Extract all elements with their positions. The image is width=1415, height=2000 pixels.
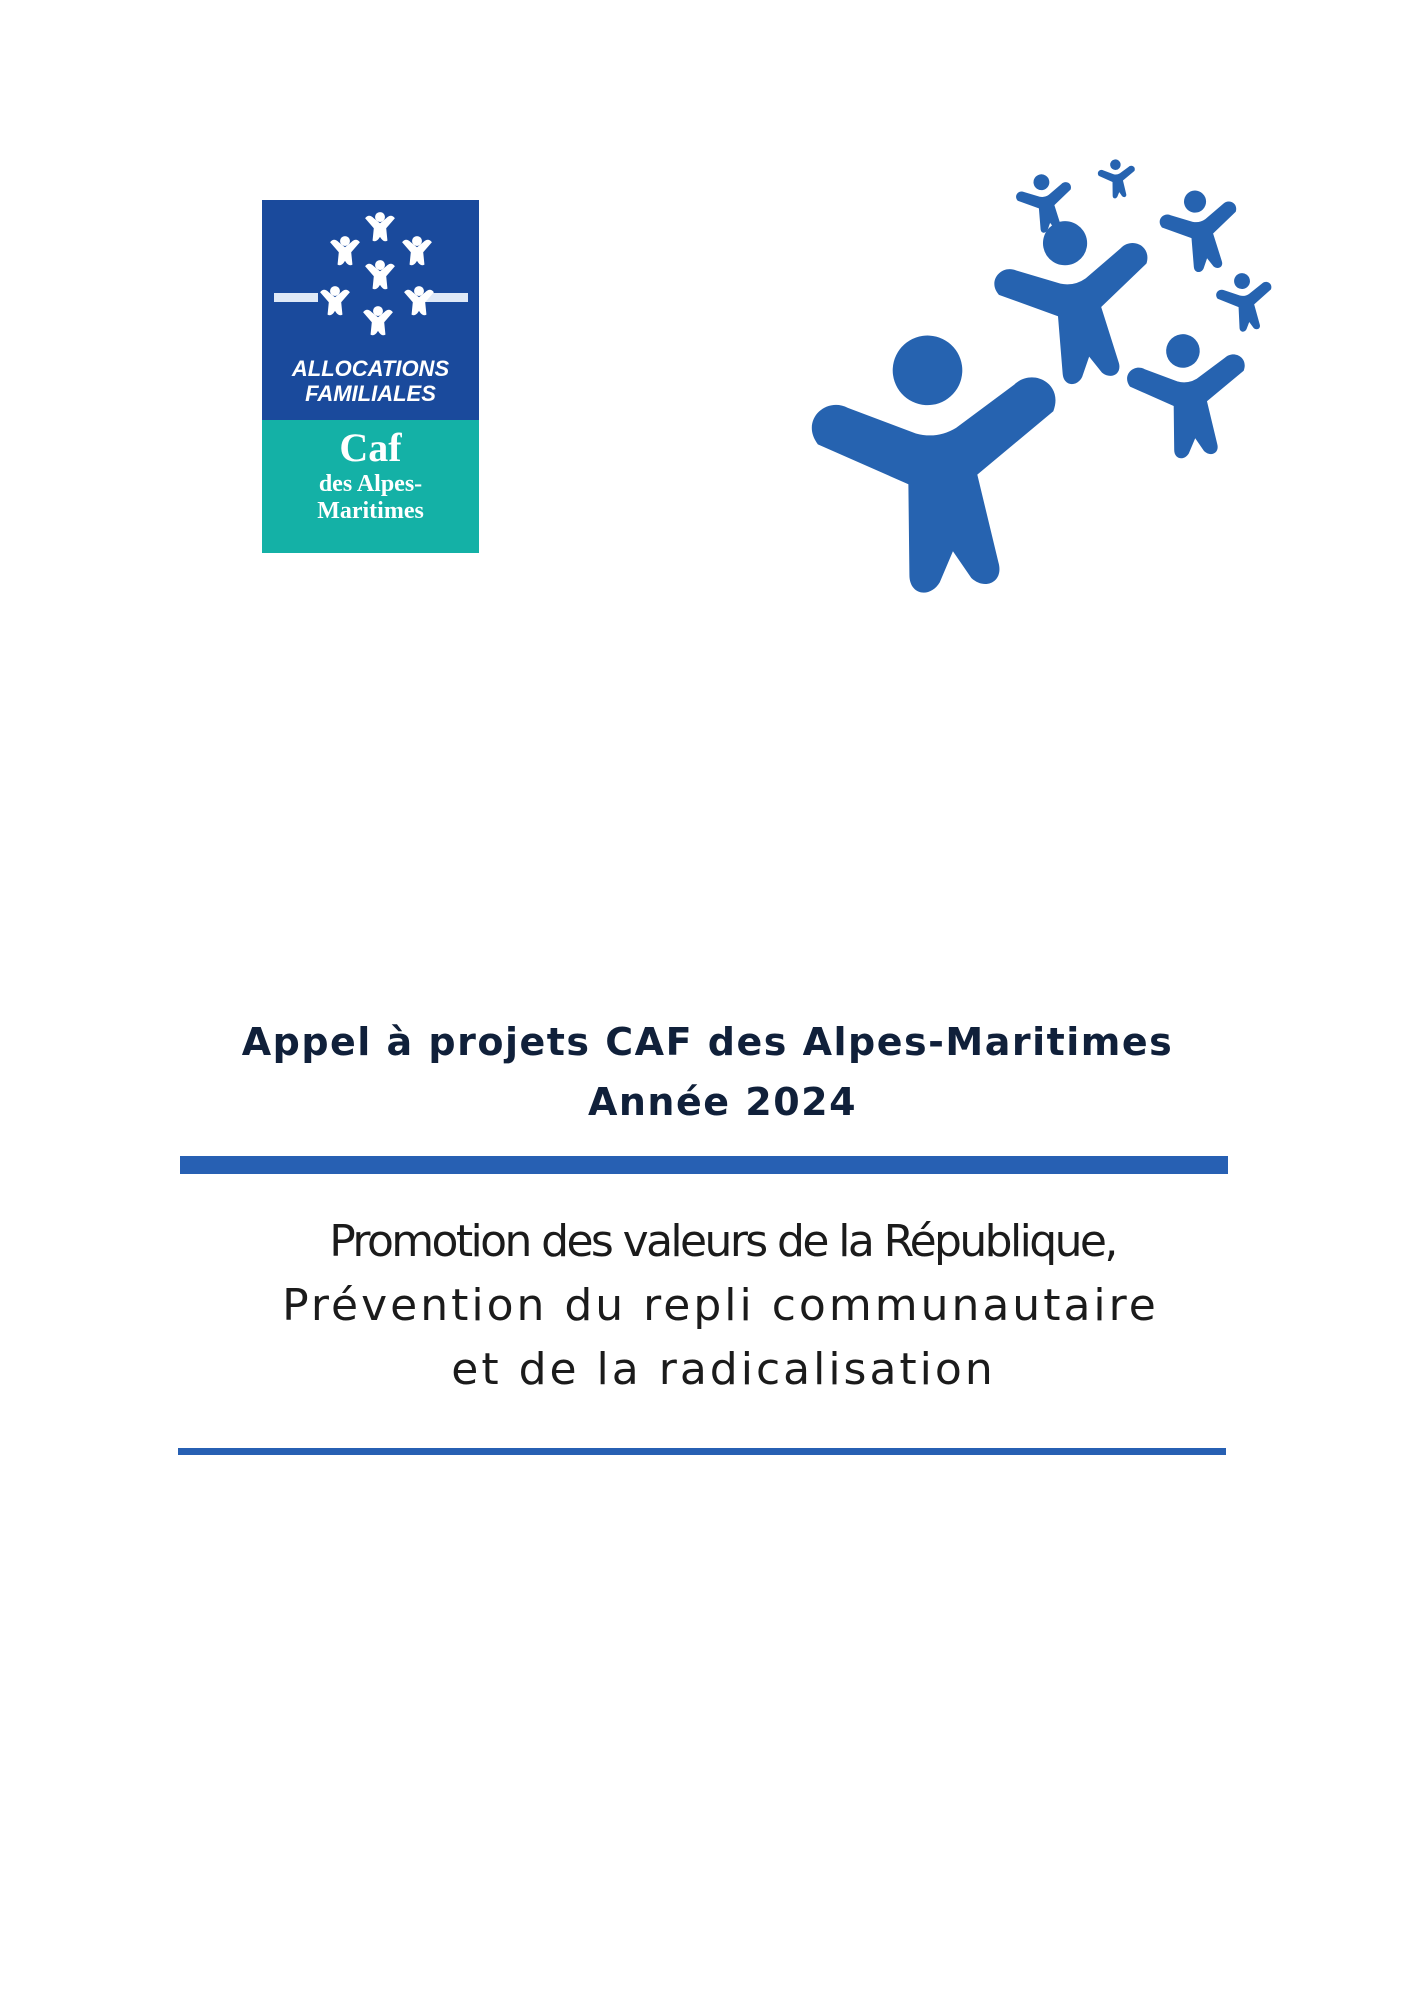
logo-text-allocations: ALLOCATIONS <box>291 356 450 381</box>
top-rule <box>180 1156 1228 1174</box>
title-line-1: Appel à projets CAF des Alpes-Maritimes <box>241 1020 1174 1064</box>
logo-text-dept-line1: des Alpes- <box>318 471 423 497</box>
caf-logo <box>262 200 479 553</box>
subtitle-line-2: Prévention du repli communautaire <box>282 1280 1159 1331</box>
logo-text-familiales: FAMILIALES <box>305 381 436 406</box>
logo-text-caf: Caf <box>339 425 402 470</box>
logo-text-dept-line2: Maritimes <box>317 498 424 524</box>
document-title <box>0 1012 1415 1132</box>
subtitle-line-3: et de la radicalisation <box>451 1344 996 1395</box>
bottom-rule <box>178 1448 1226 1455</box>
logo-children-icon <box>262 200 479 350</box>
title-line-2: Année 2024 <box>587 1080 858 1124</box>
subtitle-line-1: Promotion des valeurs de la République, <box>329 1216 1116 1267</box>
jumping-children-icon <box>790 155 1290 625</box>
